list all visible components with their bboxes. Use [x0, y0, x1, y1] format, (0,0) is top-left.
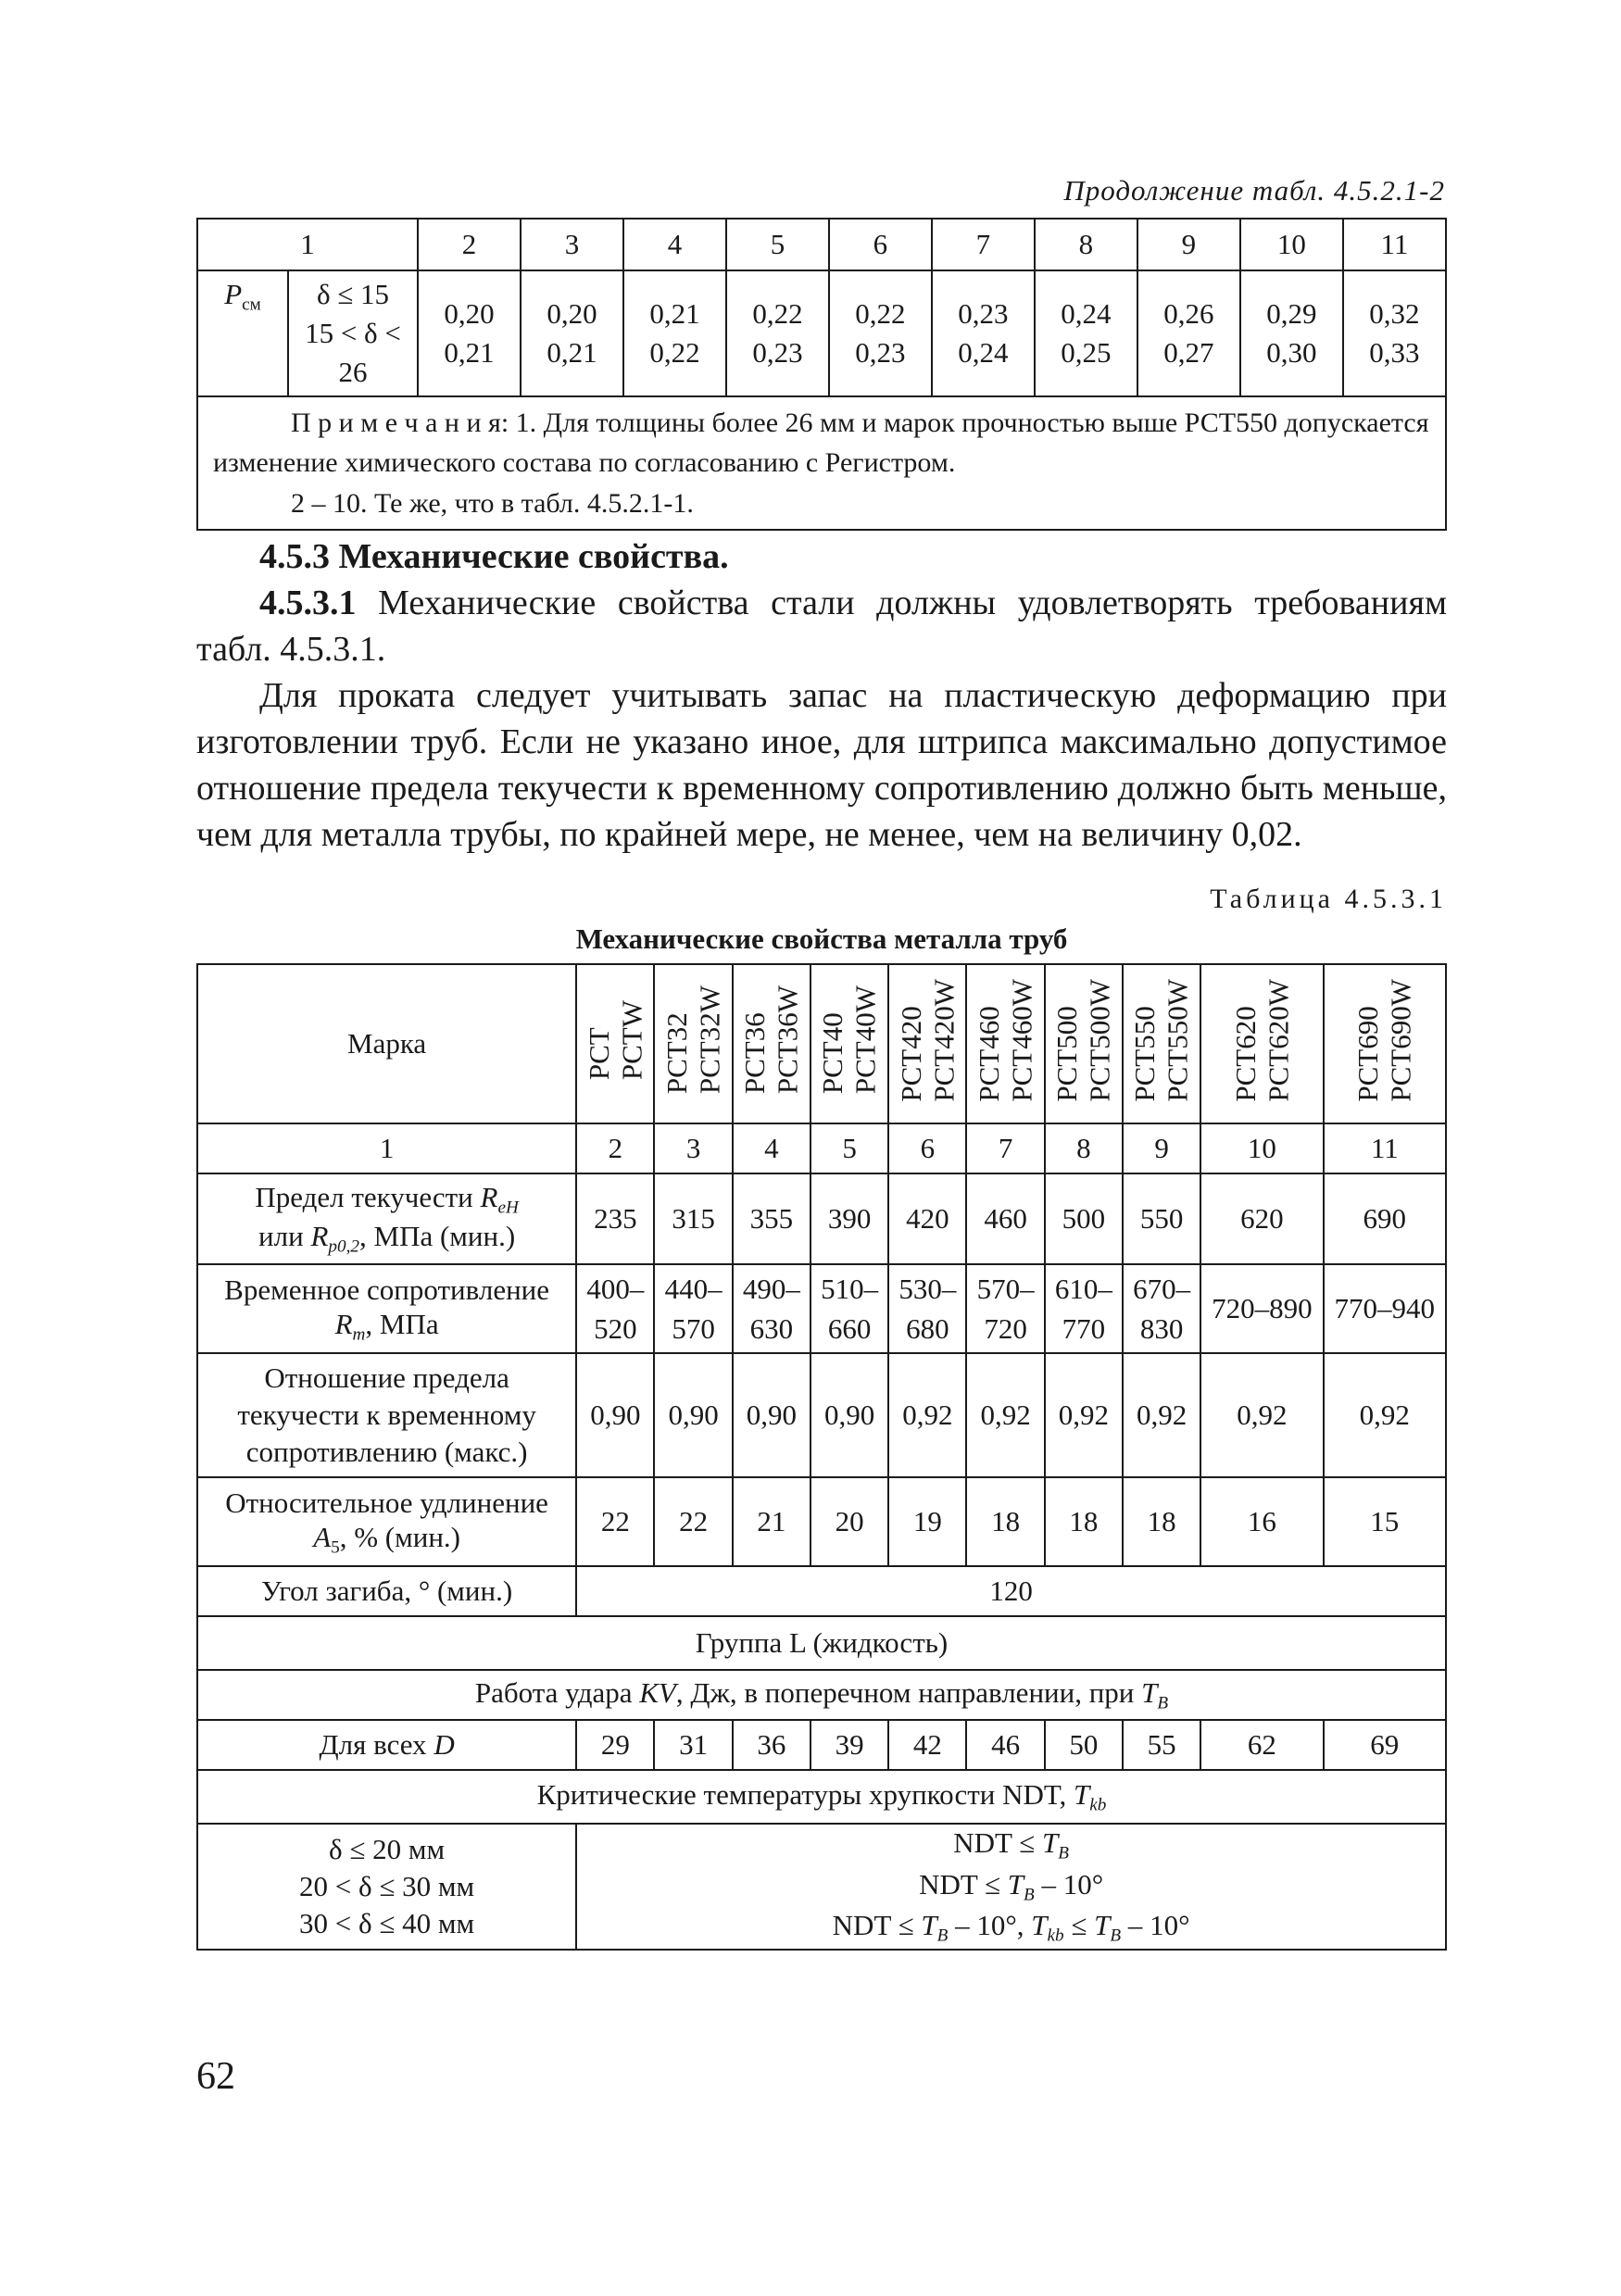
- column-number: 10: [1200, 1123, 1323, 1173]
- label-text: NDT ≤: [832, 1909, 922, 1942]
- subscript: p0,2: [328, 1236, 359, 1257]
- grade-name-w: PCT36W: [771, 985, 804, 1095]
- grade-cell: [654, 964, 732, 1123]
- label-text: NDT ≤: [919, 1867, 1008, 1901]
- value-cell: 0,92: [1123, 1353, 1200, 1477]
- label-text: текучести к временному: [237, 1398, 536, 1431]
- row-label: [197, 1477, 576, 1566]
- header-cell: 6: [829, 219, 932, 270]
- value-cell: 0,92: [1200, 1353, 1323, 1477]
- label-text: – 10°,: [948, 1909, 1032, 1942]
- value-cell: 50: [1045, 1720, 1123, 1770]
- header-cell: 3: [521, 219, 623, 270]
- ndt-row: [197, 1824, 1446, 1950]
- label-text: , МПа: [365, 1307, 439, 1340]
- range-min: 510–: [821, 1272, 879, 1305]
- range-min: 570–: [976, 1272, 1035, 1305]
- value-cell: 0,92: [888, 1353, 966, 1477]
- column-number: 1: [197, 1123, 576, 1173]
- value-cell: 550: [1123, 1173, 1200, 1264]
- table-caption: Таблица 4.5.3.1: [1210, 884, 1447, 914]
- value-cell: 69: [1324, 1720, 1446, 1770]
- value: 0,25: [1061, 335, 1112, 369]
- value: 0,33: [1369, 335, 1420, 369]
- value-cell: [1343, 270, 1446, 396]
- row-label: [197, 1720, 576, 1770]
- impact-header-row: [197, 1670, 1446, 1720]
- value: 0,23: [855, 335, 906, 369]
- value: 0,21: [649, 296, 700, 330]
- range-min: 490–: [742, 1272, 800, 1305]
- header-cell: 5: [726, 219, 829, 270]
- label-text: Для всех: [319, 1728, 434, 1762]
- label-text: , МПа (мин.): [359, 1220, 516, 1252]
- label-text: – 10°: [1034, 1867, 1104, 1901]
- column-number: 6: [888, 1123, 966, 1173]
- header-cell: 4: [623, 219, 726, 270]
- notes-label: П р и м е ч а н и я: [291, 407, 501, 438]
- value-cell: 22: [576, 1477, 654, 1566]
- label-text: Предел текучести: [255, 1181, 481, 1214]
- grade-name-w: PCT690W: [1384, 978, 1417, 1102]
- symbol: R: [334, 1307, 353, 1340]
- param-cell: [197, 270, 288, 396]
- value-cell: 39: [810, 1720, 888, 1770]
- subscript: B: [1157, 1693, 1169, 1713]
- thickness-conditions: [197, 1824, 576, 1950]
- composition-table: [196, 218, 1447, 531]
- value-cell: 0,90: [654, 1353, 732, 1477]
- range-max: 720: [984, 1312, 1027, 1345]
- value-cell: 31: [654, 1720, 732, 1770]
- note-1: : 1. Для толщины более 26 мм и марок прочностью выше РСТ550 допускается изменение химического состава по согласованию с Регистром.: [213, 407, 1429, 479]
- value-cell: 500: [1045, 1173, 1123, 1264]
- paragraph-1: [196, 580, 1447, 672]
- grade-name-w: PCT550W: [1162, 978, 1195, 1102]
- range-max: 830: [1139, 1312, 1184, 1345]
- range-max: 570: [672, 1312, 715, 1345]
- value: 0,29: [1266, 296, 1317, 330]
- table-title: Механические свойства металла труб: [575, 922, 1068, 955]
- value-cell: [521, 270, 623, 396]
- value-cell: 62: [1200, 1720, 1323, 1770]
- condition-cell: [288, 270, 418, 396]
- label-text: Отношение предела: [264, 1361, 509, 1394]
- value-cell: 0,92: [1045, 1353, 1123, 1477]
- grades-row: [197, 964, 1446, 1123]
- value-cell: 42: [888, 1720, 966, 1770]
- symbol: R: [310, 1220, 329, 1252]
- range-min: 670–: [1133, 1272, 1191, 1305]
- grade-name-w: PCT32W: [693, 985, 726, 1095]
- subscript: B: [936, 1926, 949, 1947]
- grade-name: PCT460: [972, 1005, 1005, 1102]
- row-label: [197, 1264, 576, 1353]
- table-continuation-caption: Продолжение табл. 4.5.2.1-2: [1063, 174, 1445, 207]
- column-number: 4: [733, 1123, 810, 1173]
- grade-cell: [1200, 964, 1323, 1123]
- table-header-row: [197, 219, 1446, 270]
- label-text: Относительное удлинение: [225, 1486, 548, 1519]
- symbol: KV: [639, 1676, 676, 1710]
- value-cell: 420: [888, 1173, 966, 1264]
- clause-number: 4.5.3.1: [259, 583, 357, 622]
- value: 0,21: [444, 335, 495, 369]
- value: 0,26: [1163, 296, 1214, 330]
- range-cell: [654, 1264, 732, 1353]
- table-row: [197, 270, 1446, 396]
- header-cell: 10: [1240, 219, 1343, 270]
- value-cell: 120: [576, 1566, 1446, 1616]
- value: 0,32: [1369, 296, 1420, 330]
- grade-cell: [576, 964, 654, 1123]
- grade-cell: [810, 964, 888, 1123]
- column-number: 3: [654, 1123, 732, 1173]
- grade-cell: [1123, 964, 1200, 1123]
- column-numbers-row: [197, 1123, 1446, 1173]
- condition: 30 < δ ≤ 40 мм: [299, 1907, 475, 1940]
- value-cell: 18: [1123, 1477, 1200, 1566]
- value: 0,20: [444, 296, 495, 330]
- grade-name-w: PCTW: [615, 999, 648, 1080]
- subscript: B: [1110, 1926, 1122, 1947]
- range-max: 660: [827, 1312, 872, 1345]
- grade-name-w: PCT460W: [1005, 978, 1038, 1102]
- row-label: [197, 1173, 576, 1264]
- grade-cell: [966, 964, 1044, 1123]
- range-max: 770: [1062, 1312, 1106, 1345]
- value: 0,20: [547, 296, 597, 330]
- grade-cell: [1045, 964, 1123, 1123]
- ndt-header-row: [197, 1770, 1446, 1824]
- grade-name-w: PCT420W: [927, 978, 961, 1102]
- label-text: , Дж, в поперечном направлении, при: [675, 1676, 1142, 1710]
- param-symbol: P: [224, 278, 243, 310]
- group-row: [197, 1616, 1446, 1670]
- notes-row: [197, 396, 1446, 531]
- condition-1: δ ≤ 15: [316, 278, 390, 310]
- symbol: R: [480, 1181, 498, 1214]
- row-label: [197, 1353, 576, 1477]
- grade-name-w: PCT620W: [1262, 978, 1295, 1102]
- value-cell: 29: [576, 1720, 654, 1770]
- range-min: 530–: [898, 1272, 957, 1305]
- range-cell: [733, 1264, 810, 1353]
- value-cell: 55: [1123, 1720, 1200, 1770]
- symbol: D: [434, 1728, 455, 1762]
- value-cell: 315: [654, 1173, 732, 1264]
- notes-cell: [197, 396, 1446, 531]
- value-cell: [1137, 270, 1240, 396]
- grade-name: PCT690: [1351, 1005, 1385, 1102]
- value-cell: 0,92: [966, 1353, 1044, 1477]
- grade-name: PCT550: [1128, 1005, 1162, 1102]
- value: 0,22: [752, 296, 803, 330]
- column-number: 9: [1123, 1123, 1200, 1173]
- symbol: T: [1031, 1909, 1048, 1942]
- header-cell: 1: [197, 219, 418, 270]
- range-max: 680: [906, 1312, 949, 1345]
- column-number: 7: [966, 1123, 1044, 1173]
- value-cell: 390: [810, 1173, 888, 1264]
- impact-header: [197, 1670, 1446, 1720]
- value-cell: [1240, 270, 1343, 396]
- value: 0,22: [855, 296, 906, 330]
- value-cell: 18: [1045, 1477, 1123, 1566]
- row-label: Угол загиба, ° (мин.): [197, 1566, 576, 1616]
- grade-name: PCT40: [816, 1012, 849, 1095]
- page-number: 62: [196, 2055, 235, 2098]
- value: 0,22: [649, 335, 700, 369]
- condition: δ ≤ 20 мм: [329, 1832, 446, 1865]
- symbol: T: [1094, 1909, 1111, 1942]
- grade-name: PCT36: [738, 1012, 772, 1095]
- grade-name: PCT: [582, 1027, 615, 1080]
- range-max: 520: [594, 1312, 637, 1345]
- grade-cell: [888, 964, 966, 1123]
- bend-angle-row: [197, 1566, 1446, 1616]
- value-cell: 22: [654, 1477, 732, 1566]
- section-heading: 4.5.3 Механические свойства.: [259, 537, 729, 576]
- column-number: 2: [576, 1123, 654, 1173]
- value-cell: 690: [1324, 1173, 1446, 1264]
- value-cell: 0,92: [1324, 1353, 1446, 1477]
- range-min: 400–: [586, 1272, 645, 1305]
- value: 0,24: [1061, 296, 1112, 330]
- range-cell: [1045, 1264, 1123, 1353]
- value-cell: 235: [576, 1173, 654, 1264]
- subscript: B: [1023, 1885, 1035, 1905]
- range-cell: [576, 1264, 654, 1353]
- range-cell: [888, 1264, 966, 1353]
- header-cell: 9: [1137, 219, 1240, 270]
- value-cell: 0,90: [576, 1353, 654, 1477]
- header-cell: 8: [1035, 219, 1137, 270]
- marka-header: Марка: [197, 964, 576, 1123]
- subscript: kb: [1047, 1926, 1064, 1947]
- subscript: m: [352, 1324, 366, 1345]
- paragraph-1-text: Механические свойства стали должны удовлетворять требованиям табл. 4.5.3.1.: [196, 583, 1447, 669]
- column-number: 8: [1045, 1123, 1123, 1173]
- value: 0,23: [958, 296, 1009, 330]
- condition-2: 15 < δ < 26: [305, 316, 401, 388]
- label-text: Временное сопротивление: [224, 1273, 550, 1306]
- grade-name: PCT620: [1228, 1005, 1262, 1102]
- grade-cell: [733, 964, 810, 1123]
- value-cell: 21: [733, 1477, 810, 1566]
- value-cell: 18: [966, 1477, 1044, 1566]
- value-cell: 0,90: [733, 1353, 810, 1477]
- label-text: , % (мин.): [339, 1520, 461, 1553]
- symbol: A: [313, 1520, 332, 1553]
- value: 0,27: [1163, 335, 1214, 369]
- condition: 20 < δ ≤ 30 мм: [299, 1869, 475, 1902]
- range-min: 610–: [1054, 1272, 1112, 1305]
- label-text: или: [258, 1220, 311, 1252]
- label-text: – 10°: [1121, 1909, 1190, 1942]
- header-cell: 7: [932, 219, 1035, 270]
- value-cell: 460: [966, 1173, 1044, 1264]
- label-text: ≤: [1063, 1909, 1095, 1942]
- param-subscript: см: [242, 295, 261, 315]
- range-cell: 720–890: [1200, 1264, 1323, 1353]
- tensile-strength-row: [197, 1264, 1446, 1353]
- value-cell: 15: [1324, 1477, 1446, 1566]
- symbol: T: [1007, 1867, 1024, 1901]
- symbol: T: [1074, 1778, 1090, 1812]
- value-cell: 620: [1200, 1173, 1323, 1264]
- yield-ratio-row: [197, 1353, 1446, 1477]
- note-2: 2 – 10. Те же, что в табл. 4.5.2.1-1.: [291, 487, 694, 519]
- paragraph-2: Для проката следует учитывать запас на пластическую деформацию при изготовлении труб. Если не указано иное, для штрипса максимально допустимое отношение предела текучести к временному сопротивлению должно быть меньше, чем для металла трубы, по крайней мере, не менее, чем на величину 0,02.: [196, 676, 1447, 854]
- ndt-requirements: [576, 1824, 1446, 1950]
- grade-name: PCT500: [1050, 1005, 1084, 1102]
- value-cell: 20: [810, 1477, 888, 1566]
- yield-strength-row: [197, 1173, 1446, 1264]
- value-cell: 355: [733, 1173, 810, 1264]
- subscript: kb: [1089, 1795, 1107, 1815]
- range-cell: [810, 1264, 888, 1353]
- range-cell: [966, 1264, 1044, 1353]
- grade-name: PCT32: [660, 1012, 693, 1095]
- group-label: Группа L (жидкость): [197, 1616, 1446, 1670]
- grade-name-w: PCT40W: [849, 985, 883, 1095]
- range-cell: [1123, 1264, 1200, 1353]
- symbol: T: [921, 1909, 937, 1942]
- label-text: Критические температуры хрупкости NDT,: [536, 1778, 1074, 1812]
- subscript: 5: [331, 1537, 340, 1558]
- value: 0,21: [547, 335, 597, 369]
- value-cell: 0,90: [810, 1353, 888, 1477]
- subscript: eH: [497, 1198, 519, 1218]
- label-text: сопротивлению (макс.): [245, 1436, 528, 1469]
- symbol: T: [1041, 1826, 1059, 1859]
- value-cell: [829, 270, 932, 396]
- value: 0,30: [1266, 335, 1317, 369]
- value-cell: 19: [888, 1477, 966, 1566]
- value-cell: 16: [1200, 1477, 1323, 1566]
- subscript: B: [1058, 1843, 1069, 1863]
- symbol: T: [1141, 1676, 1158, 1710]
- label-text: NDT ≤: [953, 1826, 1042, 1859]
- value: 0,23: [752, 335, 803, 369]
- value-cell: [1035, 270, 1137, 396]
- value-cell: [418, 270, 521, 396]
- header-cell: 2: [418, 219, 521, 270]
- range-min: 440–: [664, 1272, 723, 1305]
- value-cell: 36: [733, 1720, 810, 1770]
- mechanical-properties-table: [196, 963, 1447, 1951]
- header-cell: 11: [1343, 219, 1446, 270]
- range-cell: 770–940: [1324, 1264, 1446, 1353]
- impact-values-row: [197, 1720, 1446, 1770]
- column-number: 5: [810, 1123, 888, 1173]
- value-cell: 46: [966, 1720, 1044, 1770]
- grade-cell: [1324, 964, 1446, 1123]
- label-text: Работа удара: [474, 1676, 640, 1710]
- value-cell: [932, 270, 1035, 396]
- range-max: 630: [749, 1312, 794, 1345]
- value-cell: [623, 270, 726, 396]
- elongation-row: [197, 1477, 1446, 1566]
- value-cell: [726, 270, 829, 396]
- ndt-header: [197, 1770, 1446, 1824]
- column-number: 11: [1324, 1123, 1446, 1173]
- grade-name-w: PCT500W: [1083, 978, 1116, 1102]
- value: 0,24: [958, 335, 1009, 369]
- grade-name: PCT420: [894, 1005, 927, 1102]
